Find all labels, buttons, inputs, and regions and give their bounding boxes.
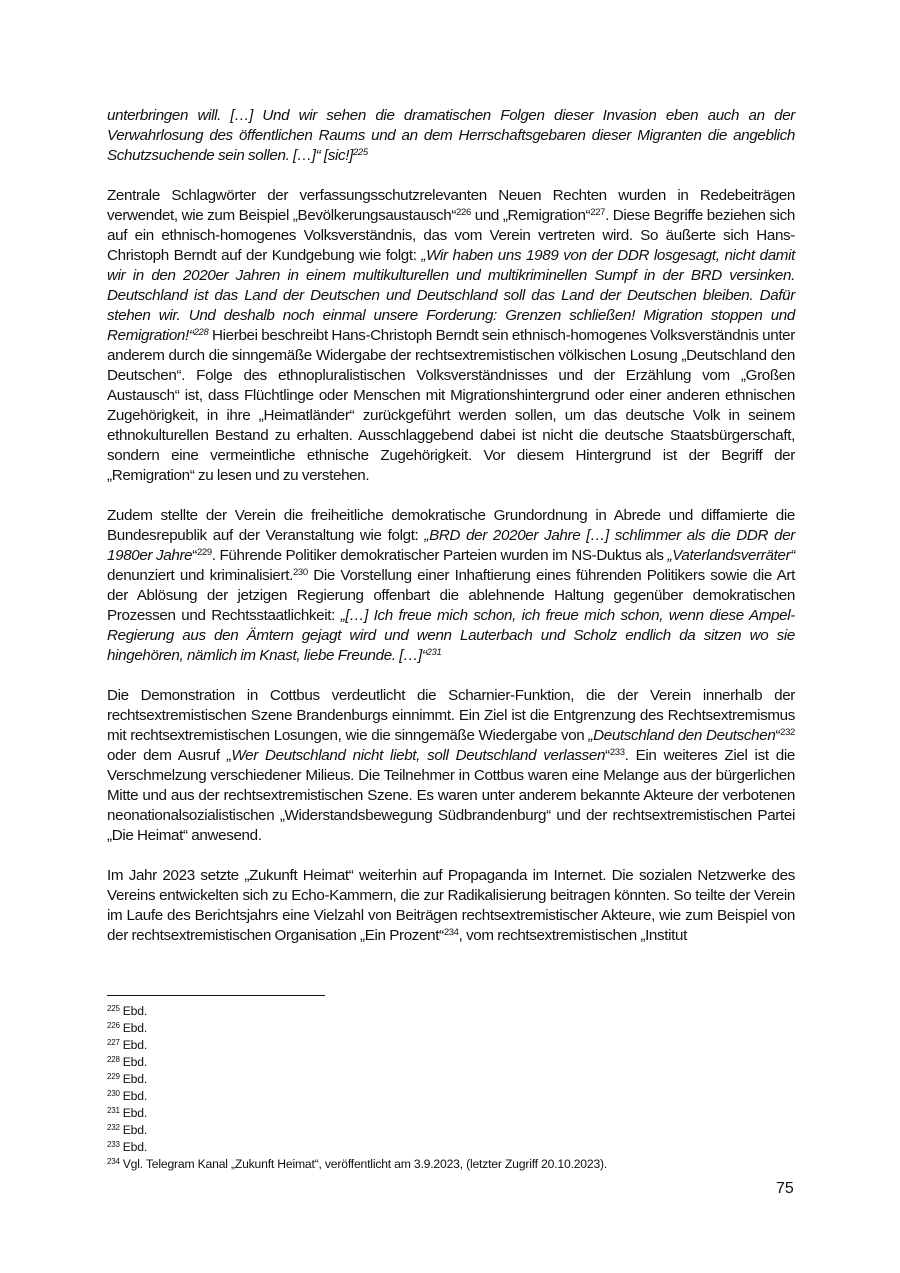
text-segment: „Deutschland den Deutschen — [588, 727, 776, 744]
footnote — [107, 1156, 795, 1173]
text-segment: , vom rechtsextremistischen „Institut — [458, 927, 688, 944]
footnote-text: Ebd. — [122, 1004, 148, 1018]
text-segment: denunziert und kriminalisiert. — [107, 567, 293, 584]
text-segment: „Wir haben uns 1989 von der DDR losgesagt, nicht damit wir in den 2020er Jahren in einem multikulturellen und multikriminellen Sumpf in der BRD versinken. Deutschland ist das Land der Deutschen und Deutschland soll das Land der Deutschen bleiben. Dafür stehen wir. Und deshalb noch einmal unsere Forderung: Grenzen schließen! Migration stoppen und Remigration!“ — [107, 247, 795, 344]
footnote-text: Ebd. — [122, 1021, 148, 1035]
footnote-number: 231 — [107, 1106, 120, 1115]
footnote-number: 234 — [107, 1157, 120, 1166]
footnote-text: Ebd. — [122, 1072, 148, 1086]
footnote-text: Ebd. — [122, 1055, 148, 1069]
text-segment: Die Demonstration in Cottbus verdeutlicht die Scharnier-Funktion, die der Verein innerhalb der rechtsextremistischen Szene Brandenburgs einnimmt. Ein Ziel ist die Entgrenzung des Rechtsextremismus mit rechtsextremistischen Losungen, wie die sinngemäße Wiedergabe von — [107, 687, 795, 744]
footnote-number: 227 — [107, 1038, 120, 1047]
text-segment: “ — [192, 547, 197, 564]
page-number: 75 — [776, 1180, 794, 1197]
footnote-reference: 227 — [590, 207, 606, 218]
footnote — [107, 1054, 795, 1071]
text-segment: „BRD der 2020er Jahre […] schlimmer als die DDR der 1980er Jahre — [107, 527, 795, 564]
footnote-number: 232 — [107, 1123, 120, 1132]
footnote-text: Vgl. Telegram Kanal „Zukunft Heimat“, veröffentlicht am 3.9.2023, (letzter Zugriff 20.10.2023). — [122, 1157, 608, 1171]
footnote — [107, 1003, 795, 1020]
footnote-text: Ebd. — [122, 1123, 148, 1137]
footnote-reference: 229 — [196, 547, 212, 558]
text-segment: “ — [605, 747, 610, 764]
footnote — [107, 1071, 795, 1088]
footnote-number: 229 — [107, 1072, 120, 1081]
page-body — [107, 106, 795, 966]
footnote-text: Ebd. — [122, 1106, 148, 1120]
paragraph — [107, 106, 795, 166]
footnote-text: Ebd. — [122, 1140, 148, 1154]
footnote — [107, 1139, 795, 1156]
footnote-separator — [107, 995, 325, 996]
text-segment: Hierbei beschreibt Hans-Christoph Berndt sein ethnisch-homogenes Volksverständnis unter anderem durch die sinngemäße Widergabe der rechtsextremistischen völkischen Losung „Deutschland den Deutschen“. Folge des ethnopluralistischen Volksverständnisses und der Erzählung vom „Großen Austausch“ ist, dass Flüchtlinge oder Menschen mit Migrationshintergrund oder einer anderen ethnischen Zugehörigkeit, in ihre „Heimatländer“ zurückgeführt werden sollen, um das deutsche Volk in seinem ethnokulturellen Bestand zu erhalten. Ausschlaggebend dabei ist nicht die deutsche Staatsbürgerschaft, sondern eine vermeintliche ethnische Zugehörigkeit. Vor diesem Hintergrund ist der Begriff der „Remigration“ zu lesen und zu verstehen. — [107, 327, 795, 484]
footnote-reference: 233 — [609, 747, 625, 758]
paragraph — [107, 686, 795, 846]
footnote-reference: 231 — [426, 647, 442, 658]
text-segment: und „Remigration“ — [470, 207, 591, 224]
footnote-number: 230 — [107, 1089, 120, 1098]
text-segment: Zentrale Schlagwörter der verfassungsschutzrelevanten Neuen Rechten wurden in Redebeiträgen verwendet, wie zum Beispiel „Bevölkerungsaustausch“ — [107, 187, 795, 224]
footnote — [107, 1122, 795, 1139]
footnote — [107, 1105, 795, 1122]
text-segment: unterbringen will. […] Und wir sehen die dramatischen Folgen dieser Invasion eben auch an der Verwahrlosung des öffentlichen Raums und an dem Herrschaftsgebaren dieser Migranten die angeblich Schutzsuchende sein sollen. […]“ [sic!] — [107, 107, 795, 164]
footnote-reference: 226 — [456, 207, 471, 218]
text-segment: „Wer Deutschland nicht liebt, soll Deutschland verlassen — [226, 747, 606, 764]
footnote-number: 233 — [107, 1140, 120, 1149]
footnote — [107, 1037, 795, 1054]
footnote-reference: 228 — [193, 327, 209, 338]
footnote-reference: 234 — [443, 927, 459, 938]
text-segment: Zudem stellte der Verein die freiheitliche demokratische Grundordnung in Abrede und diffamierte die Bundesrepublik auf der Veranstaltung wie folgt: — [107, 507, 795, 544]
text-segment: Im Jahr 2023 setzte „Zukunft Heimat“ weiterhin auf Propaganda im Internet. Die sozialen Netzwerke des Vereins entwickelten sich zu Echo-Kammern, die zur Radikalisierung beitragen könnten. So teilte der Verein im Laufe des Berichtsjahrs eine Vielzahl von Beiträgen rechtsextremistischer Akteure, wie zum Beispiel von der rechtsextremistischen Organisation „Ein Prozent“ — [107, 867, 795, 944]
footnote-number: 226 — [107, 1021, 120, 1030]
text-segment: „Vaterlandsverräter“ — [667, 547, 795, 564]
footnote-reference: 230 — [292, 567, 308, 578]
paragraph — [107, 866, 795, 946]
text-segment: “ — [775, 727, 781, 744]
footnote — [107, 1088, 795, 1105]
text-segment: Die Vorstellung einer Inhaftierung eines führenden Politikers sowie die Art der Ablösung der jetzigen Regierung offenbart die ablehnende Haltung gegenüber demokratischen Prozessen und Rechtsstaatlichkeit: — [107, 567, 795, 624]
footnote-reference: 232 — [780, 727, 795, 738]
footnote-text: Ebd. — [122, 1089, 148, 1103]
paragraph — [107, 506, 795, 666]
footnote-number: 225 — [107, 1004, 120, 1013]
text-segment: „[…] Ich freue mich schon, ich freue mich schon, wenn diese Ampel-Regierung aus den Ämtern gejagt wird und wenn Lauterbach und Scholz endlich da sitzen wo sie hingehören, nämlich im Knast, liebe Freunde. […]“ — [107, 607, 795, 664]
paragraph — [107, 186, 795, 486]
footnote-number: 228 — [107, 1055, 120, 1064]
text-segment: . Diese Begriffe beziehen sich auf ein ethnisch-homogenes Volksverständnis, das vom Verein vertreten wird. So äußerte sich Hans-Christoph Berndt auf der Kundgebung wie folgt: — [107, 207, 795, 264]
text-segment: . Führende Politiker demokratischer Parteien wurden im NS-Duktus als — [211, 547, 668, 564]
text-segment: . Ein weiteres Ziel ist die Verschmelzung verschiedener Milieus. Die Teilnehmer in Cottbus waren eine Melange aus der bürgerlichen Mitte und aus der rechtsextremistischen Szene. Es waren unter anderem bekannte Akteure der verbotenen neonationalsozialistischen „Widerstandsbewegung Südbrandenburg“ und der rechtsextremistischen Partei „Die Heimat“ anwesend. — [107, 747, 795, 844]
text-segment: oder dem Ausruf — [107, 747, 227, 764]
footnote-reference: 225 — [353, 147, 368, 158]
footnote-text: Ebd. — [122, 1038, 148, 1052]
footnotes — [107, 1003, 795, 1173]
footnote — [107, 1020, 795, 1037]
